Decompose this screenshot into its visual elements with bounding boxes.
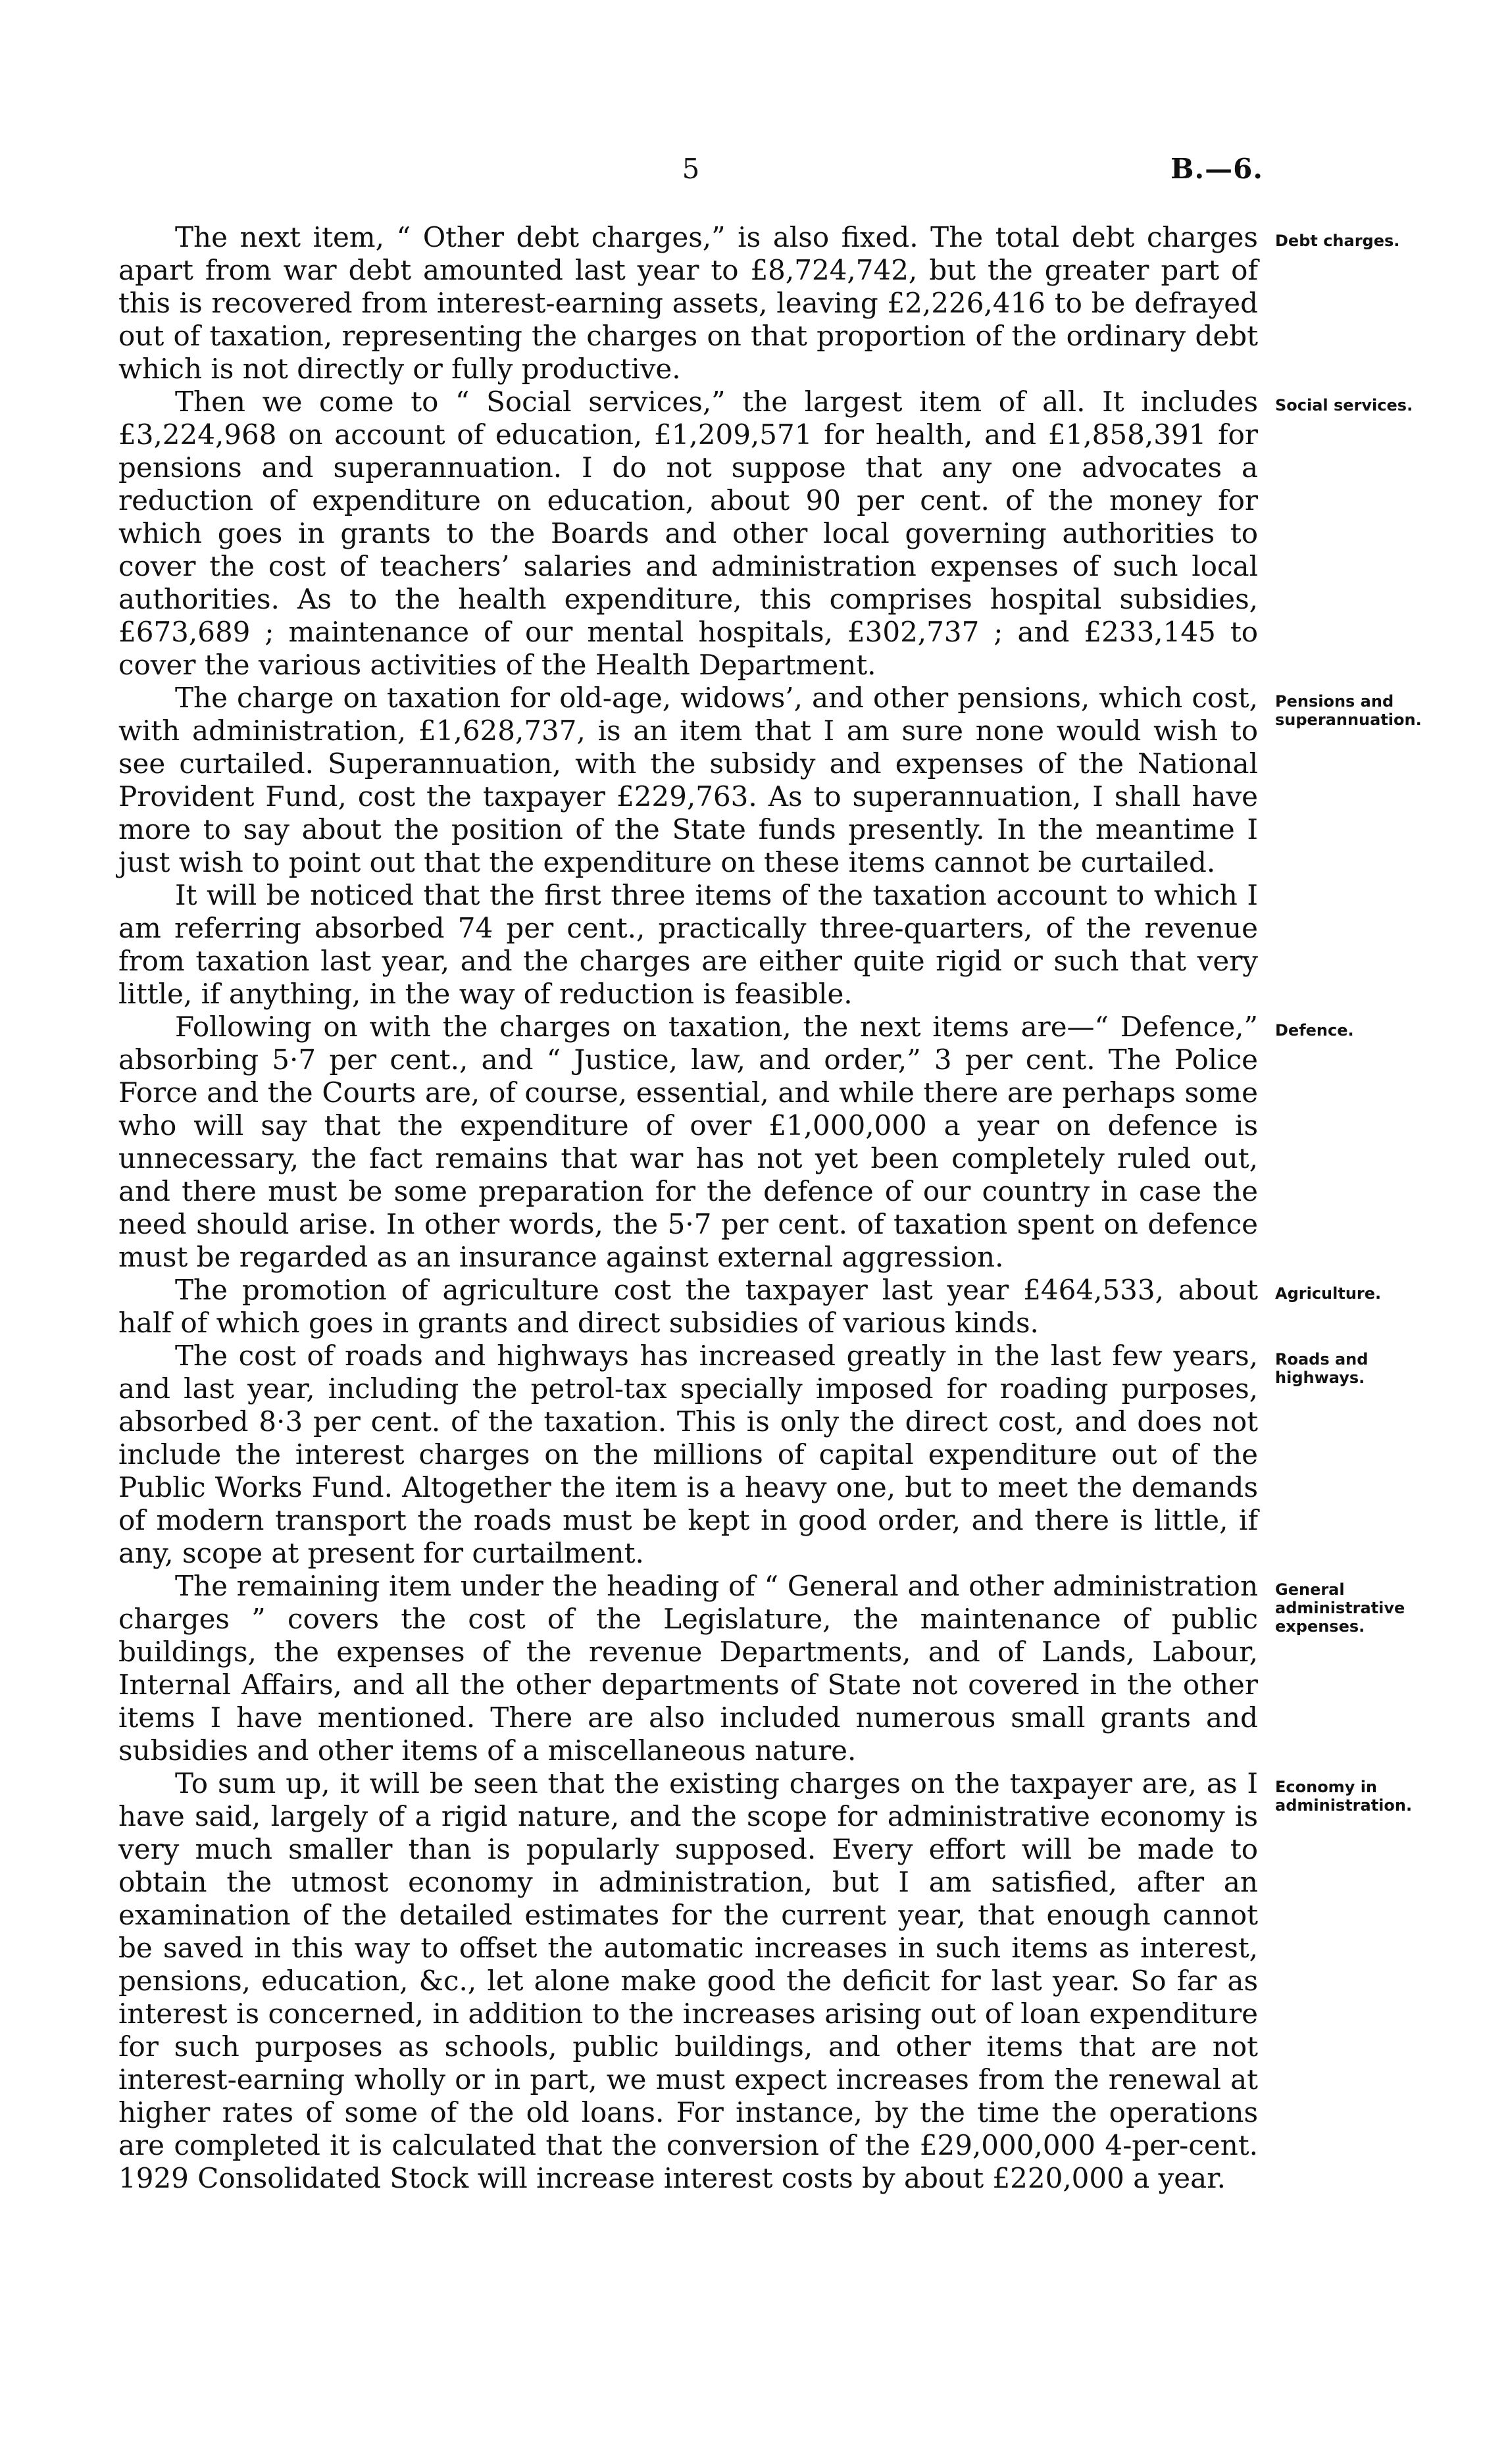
sidenote-pensions: Pensions and superannuation. <box>1275 692 1422 729</box>
sidenote-roads: Roads and highways. <box>1275 1350 1369 1387</box>
paragraph-pensions: The charge on taxation for old-age, widows’, and other pensions, which cost, with administration, £1,628,737, is an item that I am sure none would wish to see curtailed. Superannuation, with the subsidy and expenses of the National Provident Fund, cost the taxpayer £229,763. As to superannuation, I shall have more to say about the position of the State funds presently. In the meantime I just wish to point out that the expenditure on these items cannot be curtailed. <box>118 682 1258 878</box>
paragraph-first-three-items: It will be noticed that the first three items of the taxation account to which I am referring absorbed 74 per cent., practically three-quarters, of the revenue from taxation last year, and the charges are either quite rigid or such that very little, if anything, in the way of reduction is feasible. <box>118 879 1258 1010</box>
page-header <box>118 153 1263 199</box>
paragraph-roads: The cost of roads and highways has increased greatly in the last few years, and last year, including the petrol-tax specially imposed for roading purposes, absorbed 8·3 per cent. of the taxation. This is only the direct cost, and does not include the interest charges on the millions of capital expenditure out of the Public Works Fund. Altogether the item is a heavy one, but to meet the demands of modern transport the roads must be kept in good order, and there is little, if any, scope at present for curtailment. <box>118 1340 1258 1569</box>
document-code: B.—6. <box>1170 153 1263 185</box>
paragraph-general-administration: The remaining item under the heading of “ General and other administration charges ” covers the cost of the Legislature, the maintenance of public buildings, the expenses of the revenue Departments, and of Lands, Labour, Internal Affairs, and all the other departments of State not covered in the other items I have mentioned. There are also included numerous small grants and subsidies and other items of a miscellaneous nature. <box>118 1570 1258 1767</box>
paragraph-agriculture: The promotion of agriculture cost the taxpayer last year £464,533, about half of which goes in grants and direct subsidies of various kinds. <box>118 1274 1258 1339</box>
sidenote-defence: Defence. <box>1275 1021 1354 1040</box>
sidenote-general-administration: General administrative expenses. <box>1275 1580 1405 1636</box>
sidenote-social-services: Social services. <box>1275 396 1413 415</box>
paragraph-defence: Following on with the charges on taxation, the next items are—“ Defence,” absorbing 5·7 per cent., and “ Justice, law, and order,” 3 per cent. The Police Force and the Courts are, of course, essential, and while there are perhaps some who will say that the expenditure of over £1,000,000 a year on defence is unnecessary, the fact remains that war has not yet been completely ruled out, and there must be some preparation for the defence of our country in case the need should arise. In other words, the 5·7 per cent. of taxation spent on defence must be regarded as an insurance against external aggression. <box>118 1011 1258 1273</box>
sidenote-agriculture: Agriculture. <box>1275 1284 1382 1303</box>
paragraph-social-services: Then we come to “ Social services,” the largest item of all. It includes £3,224,968 on account of education, £1,209,571 for health, and £1,858,391 for pensions and superannuation. I do not suppose that any one advocates a reduction of expenditure on education, about 90 per cent. of the money for which goes in grants to the Boards and other local governing authorities to cover the cost of teachers’ salaries and administration expenses of such local authorities. As to the health expenditure, this comprises hospital subsidies, £673,689 ; maintenance of our mental hospitals, £302,737 ; and £233,145 to cover the various activities of the Health Department. <box>118 386 1258 681</box>
sidenote-debt-charges: Debt charges. <box>1275 232 1400 250</box>
body-text <box>118 221 1258 2195</box>
paragraph-debt-charges: The next item, “ Other debt charges,” is also fixed. The total debt charges apart from war debt amounted last year to £8,724,742, but the greater part of this is recovered from interest-earning assets, leaving £2,226,416 to be defrayed out of taxation, representing the charges on that proportion of the ordinary debt which is not directly or fully productive. <box>118 221 1258 385</box>
paragraph-economy: To sum up, it will be seen that the existing charges on the taxpayer are, as I have said, largely of a rigid nature, and the scope for administrative economy is very much smaller than is popularly supposed. Every effort will be made to obtain the utmost economy in administration, but I am satisfied, after an examination of the detailed estimates for the current year, that enough cannot be saved in this way to offset the automatic increases in such items as interest, pensions, education, &c., let alone make good the deficit for last year. So far as interest is concerned, in addition to the increases arising out of loan expenditure for such purposes as schools, public buildings, and other items that are not interest-earning wholly or in part, we must expect increases from the renewal at higher rates of some of the old loans. For instance, by the time the operations are completed it is calculated that the conversion of the £29,000,000 4-per-cent. 1929 Consolidated Stock will increase interest costs by about £220,000 a year. <box>118 1767 1258 2194</box>
page-number: 5 <box>682 153 700 185</box>
sidenote-economy: Economy in administration. <box>1275 1778 1413 1815</box>
